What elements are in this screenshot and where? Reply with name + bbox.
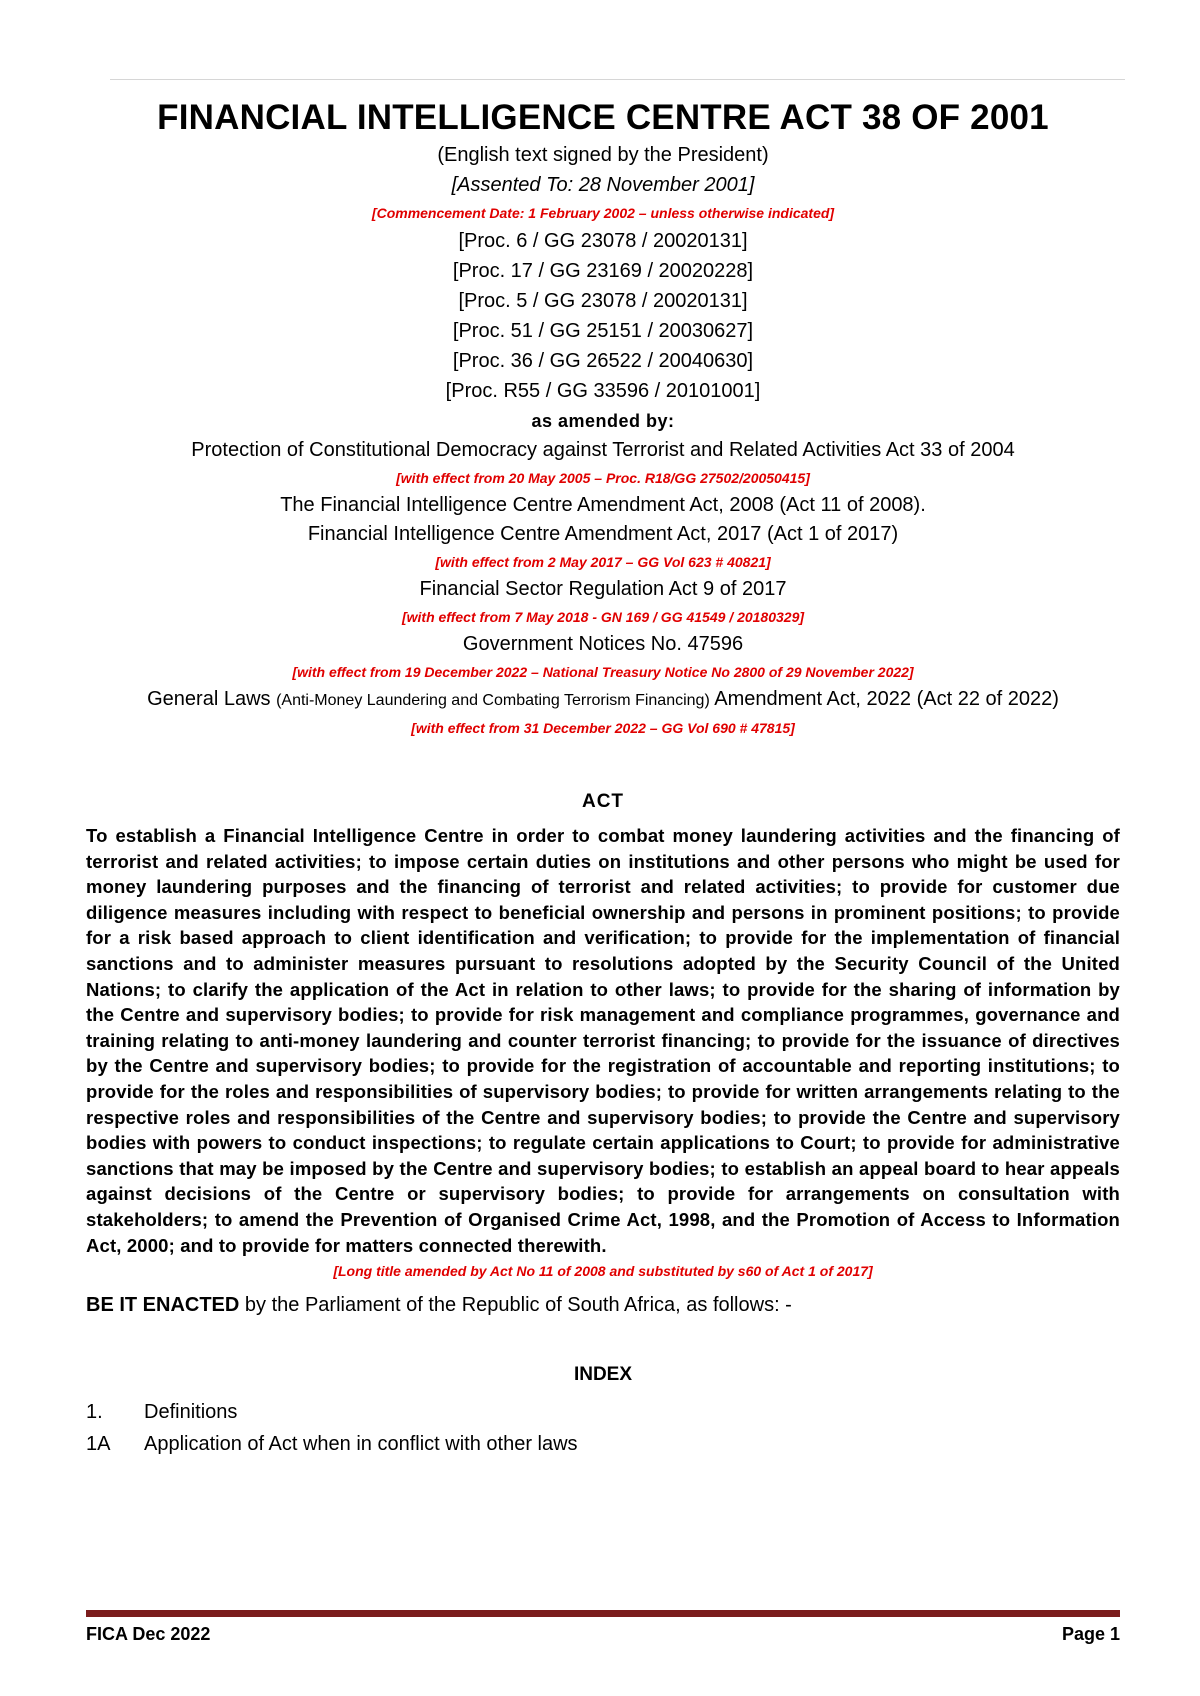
index-heading: INDEX [573,1364,633,1386]
long-title-note: [Long title amended by Act No 11 of 2008 and substituted by s60 of Act 1 of 2017] [333,1263,873,1280]
amendment-act: Financial Sector Regulation Act 9 of 2017 [419,578,787,600]
enacting-clause-bold: BE IT ENACTED [86,1294,240,1317]
proclamation-line: [Proc. 5 / GG 23078 / 20020131] [458,290,748,312]
proclamation-line: [Proc. R55 / GG 33596 / 20101001] [445,380,761,402]
enacting-clause-text: by the Parliament of the Republic of South Africa, as follows: - [239,1294,792,1317]
document-title: FINANCIAL INTELLIGENCE CENTRE ACT 38 OF 2001 [157,98,1049,137]
signed-note: (English text signed by the President) [437,144,769,166]
index-item[interactable] [86,1396,1120,1428]
footer-doc-label: FICA Dec 2022 [86,1624,211,1644]
proclamation-line: [Proc. 36 / GG 26522 / 20040630] [452,350,754,372]
top-rule [110,79,1125,80]
commencement-note: [Commencement Date: 1 February 2002 – unless otherwise indicated] [371,205,835,221]
assented-date: [Assented To: 28 November 2001] [451,174,755,196]
amendment-act-subtitle: (Anti-Money Laundering and Combating Terrorism Financing) [276,692,710,709]
effect-note: [with effect from 20 May 2005 – Proc. R18/GG 27502/20050415] [396,470,810,486]
footer-page-number: Page 1 [1061,1624,1120,1644]
amendment-act [86,685,1120,715]
effect-note: [with effect from 31 December 2022 – GG Vol 690 # 47815] [411,720,795,736]
effect-note: [with effect from 19 December 2022 – National Treasury Notice No 2800 of 29 November 2022] [292,664,914,680]
footer-rule [86,1610,1120,1617]
amendment-act-prefix: General Laws [147,688,277,710]
effect-note: [with effect from 7 May 2018 - GN 169 / GG 41549 / 20180329] [401,609,805,625]
proclamation-line: [Proc. 6 / GG 23078 / 20020131] [458,230,748,252]
index-item-label: Definitions [144,1401,238,1424]
enacting-clause [86,1290,1120,1320]
long-title: To establish a Financial Intelligence Centre in order to combat money laundering activities and the financing of terrorist and related activities; to impose certain duties on institutions and other persons who might be used for money laundering purposes and the financing of terrorist and related activities; to provide for customer due diligence measures including with respect to beneficial ownership and persons in prominent positions; to provide for a risk based approach to client identification and verification; to provide for the implementation of financial sanctions and to administer measures pursuant to resolutions adopted by the Security Council of the United Nations; to clarify the application of the Act in relation to other laws; to provide for the sharing of information by the Centre and supervisory bodies; to provide for risk management and compliance programmes, governance and training relating to anti-money laundering and counter terrorist financing; to provide for the issuance of directives by the Centre and supervisory bodies; to provide for the registration of accountable and reporting institutions; to provide for the roles and responsibilities of supervisory bodies; to provide for written arrangements relating to the respective roles and responsibilities of the Centre and supervisory bodies; to provide the Centre and supervisory bodies with powers to conduct inspections; to regulate certain applications to Court; to provide for administrative sanctions that may be imposed by the Centre and supervisory bodies; to establish an appeal board to hear appeals against decisions of the Centre or supervisory bodies; to provide for arrangements on consultation with stakeholders; to amend the Prevention of Organised Crime Act, 1998, and the Promotion of Access to Information Act, 2000; and to provide for matters connected therewith. [86,825,1120,1256]
amended-by-label: as amended by: [531,411,675,431]
amendment-act: The Financial Intelligence Centre Amendment Act, 2008 (Act 11 of 2008). [280,494,926,516]
document-page [86,96,1120,1460]
proclamation-line: [Proc. 51 / GG 25151 / 20030627] [452,320,754,342]
amendment-act-suffix: Amendment Act, 2022 (Act 22 of 2022) [709,688,1059,710]
index-item-number: 1A [86,1433,111,1456]
amendment-act: Financial Intelligence Centre Amendment Act, 2017 (Act 1 of 2017) [307,523,899,545]
proclamation-line: [Proc. 17 / GG 23169 / 20020228] [452,260,754,282]
amendment-act: Protection of Constitutional Democracy against Terrorist and Related Activities Act 33 of 2004 [191,439,1015,461]
act-heading: ACT [581,791,625,812]
effect-note: [with effect from 2 May 2017 – GG Vol 623 # 40821] [435,554,771,570]
amendment-act: Government Notices No. 47596 [462,633,744,655]
index-item-number: 1. [86,1401,103,1424]
index-item-label: Application of Act when in conflict with other laws [144,1433,578,1456]
index-item[interactable] [86,1428,1120,1460]
